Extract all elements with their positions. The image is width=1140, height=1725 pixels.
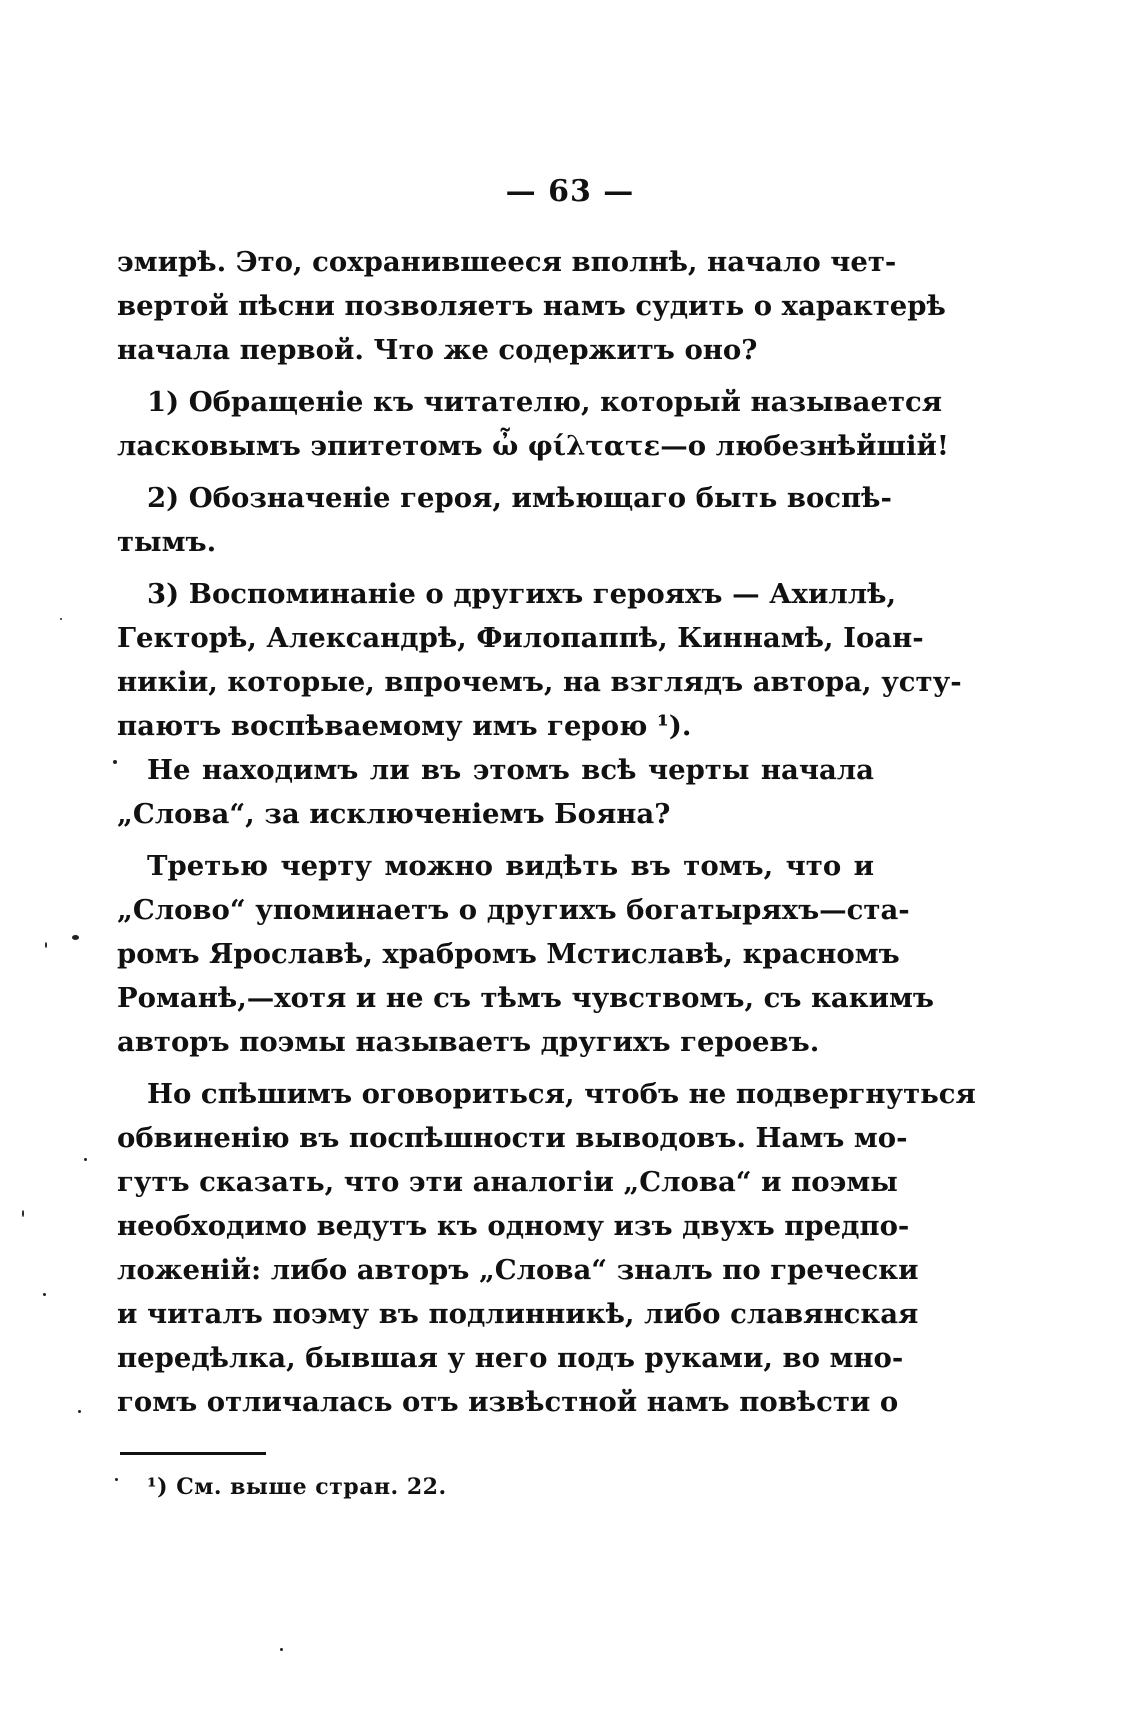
scan-speck	[45, 942, 47, 948]
text-line: Не находимъ ли въ этомъ всѣ черты начала	[147, 754, 874, 786]
text-line: „Слово“ упоминаетъ о другихъ богатыряхъ—ста-	[117, 894, 910, 926]
body-text	[117, 240, 976, 1424]
text-line: 2) Обозначеніе героя, имѣющаго быть воспѣ-	[147, 482, 892, 514]
text-line: Романѣ,—хотя и не съ тѣмъ чувствомъ, съ какимъ	[117, 982, 934, 1014]
footnote-divider	[120, 1452, 266, 1455]
text-line: передѣлка, бывшая у него подъ руками, во мно-	[117, 1342, 904, 1374]
text-line: гомъ отличалась отъ извѣстной намъ повѣсти о	[117, 1386, 899, 1418]
scan-speck	[22, 1210, 24, 1217]
text-line: необходимо ведутъ къ одному изъ двухъ предпо-	[117, 1210, 910, 1242]
footnote: ¹) См. выше стран. 22.	[147, 1474, 447, 1500]
scan-speck	[43, 1293, 46, 1296]
page-number: — 63 —	[505, 174, 635, 209]
text-line: обвиненію въ поспѣшности выводовъ. Намъ мо-	[117, 1122, 908, 1154]
scan-speck	[113, 760, 117, 764]
text-line: авторъ поэмы называетъ другихъ героевъ.	[117, 1026, 820, 1058]
text-line: эмирѣ. Это, сохранившееся вполнѣ, начало чет-	[117, 246, 897, 278]
text-line: и читалъ поэму въ подлинникѣ, либо славянская	[117, 1298, 919, 1330]
text-line: гутъ сказать, что эти аналогіи „Слова“ и поэмы	[117, 1166, 898, 1198]
text-line: 1) Обращеніе къ читателю, который называется	[147, 386, 943, 418]
text-line: Гекторѣ, Александрѣ, Филопаппѣ, Киннамѣ, Іоан-	[117, 622, 924, 654]
text-line: Но спѣшимъ оговориться, чтобъ не подвергнуться	[147, 1078, 976, 1110]
text-line: паютъ воспѣваемому имъ герою ¹).	[117, 710, 692, 742]
text-line: ромъ Ярославѣ, храбромъ Мстиславѣ, красномъ	[117, 938, 900, 970]
scan-speck	[280, 1648, 283, 1651]
text-line: начала первой. Что же содержитъ оно?	[117, 334, 758, 366]
text-line: „Слова“, за исключеніемъ Бояна?	[117, 798, 671, 830]
scan-speck	[78, 1410, 81, 1413]
text-line: тымъ.	[117, 526, 217, 558]
text-line: 3) Воспоминаніе о другихъ герояхъ — Ахиллѣ,	[147, 578, 897, 610]
text-line: ложеній: либо авторъ „Слова“ зналъ по гречески	[117, 1254, 919, 1286]
text-line: никіи, которые, впрочемъ, на взглядъ автора, усту-	[117, 666, 962, 698]
text-line: вертой пѣсни позволяетъ намъ судить о характерѣ	[117, 290, 946, 322]
text-line: ласковымъ эпитетомъ ὦ φίλτατε—о любезнѣйшій!	[117, 430, 949, 462]
text-line: Третью черту можно видѣть въ томъ, что и	[147, 850, 874, 882]
scan-speck	[115, 1478, 118, 1481]
scan-speck	[72, 935, 79, 940]
scan-speck	[84, 1158, 87, 1161]
scan-speck	[60, 618, 62, 620]
